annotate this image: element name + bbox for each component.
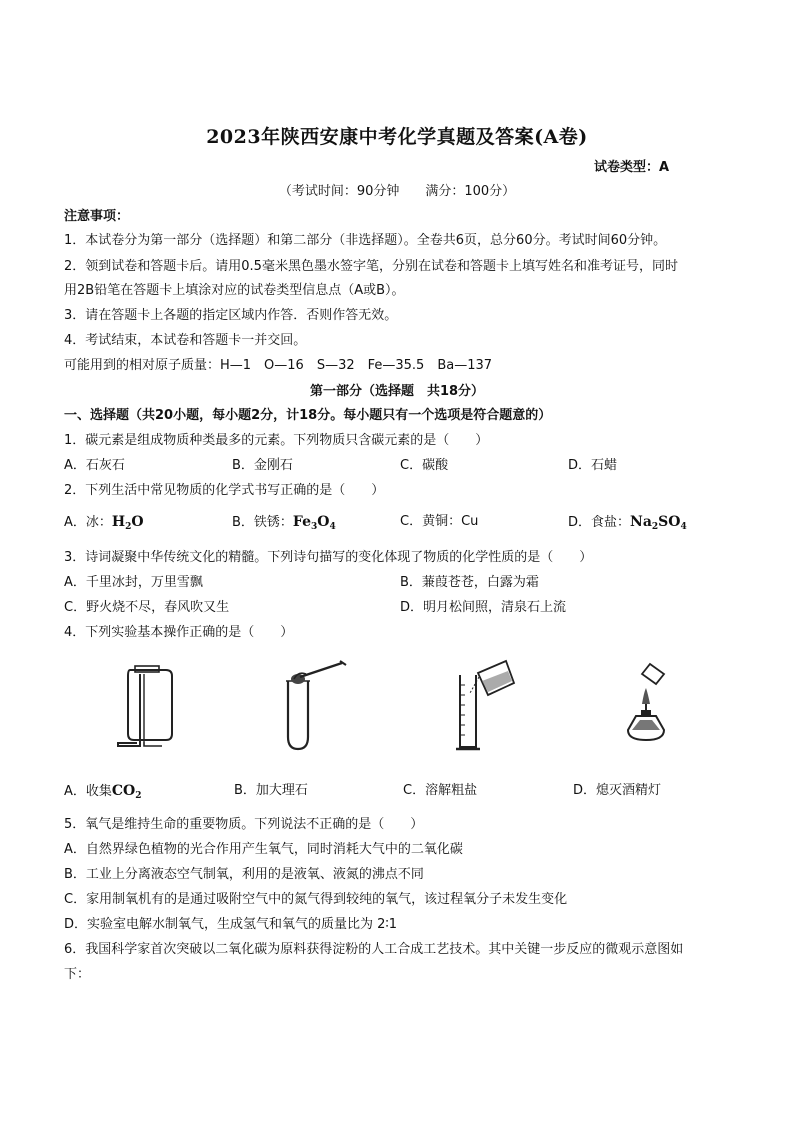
question-3-stem: 3．诗词凝聚中华传统文化的精髓。下列诗句描写的变化体现了物质的化学性质的是（ ） bbox=[64, 550, 593, 565]
q1-option-c: C．碳酸 bbox=[400, 458, 449, 473]
note-item-1: 1．本试卷分为第一部分（选择题）和第二部分（非选择题）。全卷共6页，总分60分。考试时间60分钟。 bbox=[64, 233, 667, 248]
note-item-2: 2．领到试卷和答题卡后。请用0.5毫米黑色墨水签字笔，分别在试卷和答题卡上填写姓名和准考证号，同时 bbox=[64, 259, 678, 274]
section-heading: 一、选择题（共20小题，每小题2分，计18分。每小题只有一个选项是符合题意的） bbox=[64, 408, 552, 423]
q4-option-d: D．熄灭酒精灯 bbox=[573, 783, 662, 798]
question-1-stem: 1．碳元素是组成物质种类最多的元素。下列物质只含碳元素的是（ ） bbox=[64, 433, 489, 448]
q5-option-b: B．工业上分离液态空气制氧，利用的是液氧、液氮的沸点不同 bbox=[64, 867, 424, 882]
question-2-stem: 2．下列生活中常见物质的化学式书写正确的是（ ） bbox=[64, 483, 385, 498]
note-item-2-cont: 用2B铅笔在答题卡上填涂对应的试卷类型信息点（A或B）。 bbox=[64, 283, 405, 298]
q2-option-b-label: B．铁锈： bbox=[232, 515, 293, 530]
q2-option-c: C．黄铜：Cu bbox=[400, 514, 479, 529]
q3-option-b: B．蒹葭苍苍，白露为霜 bbox=[400, 575, 539, 590]
q2-formula-b: $Fe_3O_4$ bbox=[292, 514, 336, 532]
exam-info: （考试时间：90分钟 满分：100分） bbox=[278, 184, 516, 199]
q4-option-a bbox=[64, 782, 142, 805]
q2-option-d bbox=[568, 513, 687, 536]
q2-option-a-label: A．冰： bbox=[64, 515, 112, 530]
alcohol-lamp-figure bbox=[612, 660, 682, 752]
q2-formula-a: $H_2O$ bbox=[111, 514, 144, 532]
question-5-stem: 5．氧气是维持生命的重要物质。下列说法不正确的是（ ） bbox=[64, 817, 424, 832]
q5-option-a: A．自然界绿色植物的光合作用产生氧气，同时消耗大气中的二氧化碳 bbox=[64, 842, 463, 857]
q1-option-d: D．石蜡 bbox=[568, 458, 618, 473]
q3-option-c: C．野火烧不尽，春风吹又生 bbox=[64, 600, 230, 615]
paper-type: 试卷类型：A bbox=[594, 160, 670, 175]
gas-bottle-figure bbox=[110, 660, 190, 752]
question-6-stem: 6．我国科学家首次突破以二氧化碳为原料获得淀粉的人工合成工艺技术。其中关键一步反应的微观示意图如 bbox=[64, 942, 684, 957]
note-item-3: 3．请在答题卡上各题的指定区域内作答．否则作答无效。 bbox=[64, 308, 398, 323]
q4-option-c: C．溶解粗盐 bbox=[403, 783, 478, 798]
q5-option-c: C．家用制氧机有的是通过吸附空气中的氮气得到较纯的氧气，该过程氧分子未发生变化 bbox=[64, 892, 568, 907]
q1-option-a: A．石灰石 bbox=[64, 458, 125, 473]
q2-option-d-label: D．食盐： bbox=[568, 515, 631, 530]
notes-heading: 注意事项： bbox=[64, 209, 130, 224]
q2-option-b bbox=[232, 513, 336, 536]
q4-option-b: B．加大理石 bbox=[234, 783, 308, 798]
page-title: 2023年陕西安康中考化学真题及答案(A卷) bbox=[206, 126, 588, 148]
q3-option-a: A．千里冰封，万里雪飘 bbox=[64, 575, 203, 590]
q4-option-a-label: A．收集 bbox=[64, 784, 112, 799]
question-4-stem: 4．下列实验基本操作正确的是（ ） bbox=[64, 625, 294, 640]
test-tube-figure bbox=[276, 655, 356, 755]
question-6-stem-cont: 下： bbox=[64, 967, 91, 982]
note-item-4: 4．考试结束，本试卷和答题卡一并交回。 bbox=[64, 333, 307, 348]
q5-option-d: D．实验室电解水制氧气，生成氢气和氧气的质量比为 2∶1 bbox=[64, 917, 398, 932]
q2-formula-d: $Na_2SO_4$ bbox=[630, 514, 687, 532]
q3-option-d: D．明月松间照，清泉石上流 bbox=[400, 600, 567, 615]
q2-option-a bbox=[64, 513, 144, 536]
part1-heading: 第一部分（选择题 共18分） bbox=[309, 384, 485, 399]
atomic-masses: 可能用到的相对原子质量：H—1 O—16 S—32 Fe—35.5 Ba—137 bbox=[64, 358, 493, 373]
q4-formula-a: $CO_2$ bbox=[111, 783, 142, 801]
q1-option-b: B．金刚石 bbox=[232, 458, 293, 473]
measuring-cylinder-figure bbox=[448, 655, 528, 755]
